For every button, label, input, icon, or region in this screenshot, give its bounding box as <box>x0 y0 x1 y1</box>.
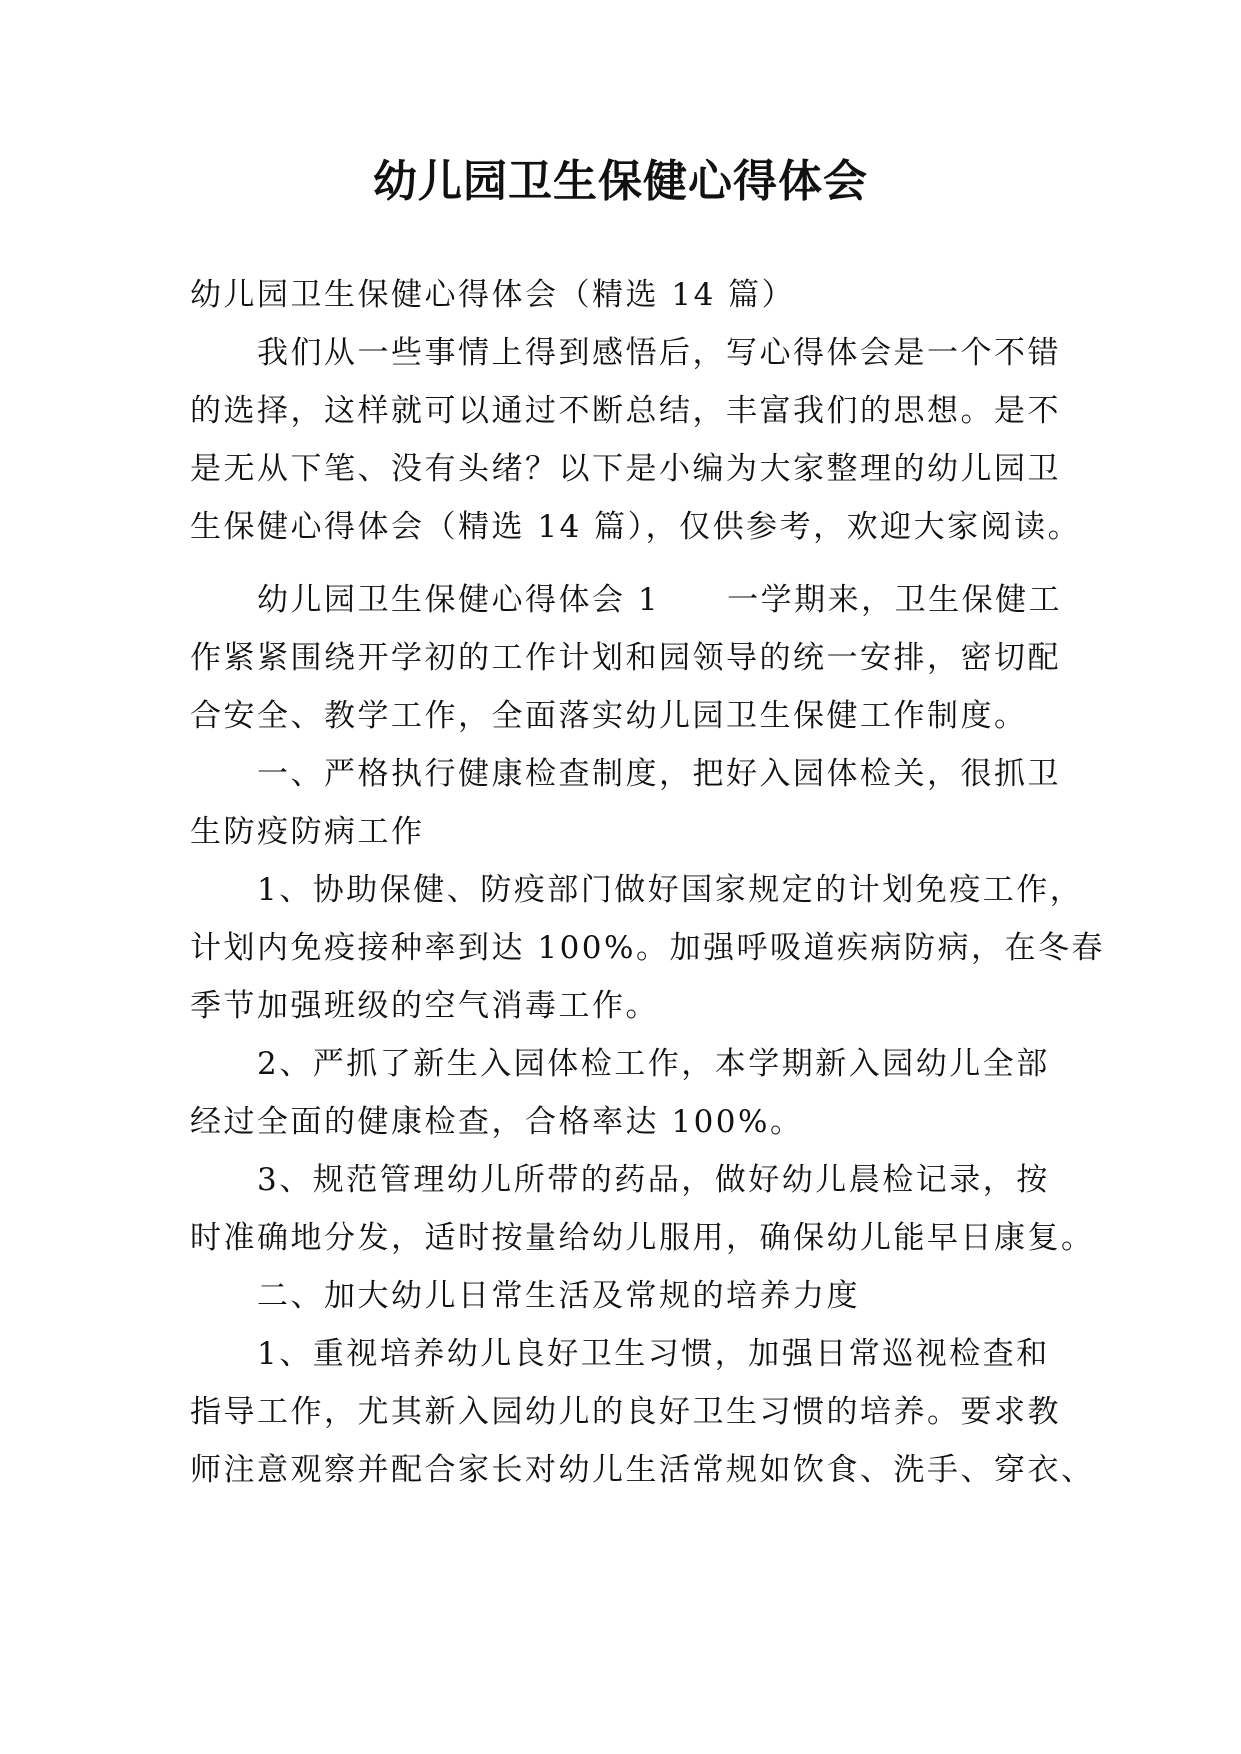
text-line: 二、加大幼儿日常生活及常规的培养力度 <box>257 1278 860 1314</box>
text-line: 一、严格执行健康检查制度，把好入园体检关，很抓卫 <box>257 756 1061 792</box>
text-line: 合安全、教学工作，全面落实幼儿园卫生保健工作制度。 <box>190 698 1028 734</box>
document-body-main <box>190 571 1105 1499</box>
document-title: 幼儿园卫生保健心得体会 <box>373 156 868 207</box>
text-line: 的选择，这样就可以通过不断总结，丰富我们的思想。是不 <box>190 393 1061 429</box>
text-line: 幼儿园卫生保健心得体会 1 一学期来，卫生保健工 <box>257 582 1063 618</box>
text-line: 时准确地分发，适时按量给幼儿服用，确保幼儿能早日康复。 <box>190 1220 1095 1256</box>
text-line: 生防疫防病工作 <box>190 814 425 850</box>
text-line: 季节加强班级的空气消毒工作。 <box>190 988 659 1024</box>
text-line: 师注意观察并配合家长对幼儿生活常规如饮食、洗手、穿衣、 <box>190 1452 1095 1488</box>
text-line: 经过全面的健康检查，合格率达 100%。 <box>190 1104 804 1140</box>
text-line: 我们从一些事情上得到感悟后，写心得体会是一个不错 <box>257 335 1061 371</box>
text-line: 1、协助保健、防疫部门做好国家规定的计划免疫工作， <box>257 872 1084 908</box>
text-line: 指导工作，尤其新入园幼儿的良好卫生习惯的培养。要求教 <box>190 1394 1061 1430</box>
text-line: 2、严抓了新生入园体检工作，本学期新入园幼儿全部 <box>257 1046 1050 1082</box>
document-body-intro <box>190 266 1082 556</box>
text-line: 3、规范管理幼儿所带的药品，做好幼儿晨检记录，按 <box>257 1162 1050 1198</box>
text-line: 1、重视培养幼儿良好卫生习惯，加强日常巡视检查和 <box>257 1336 1050 1372</box>
text-line: 作紧紧围绕开学初的工作计划和园领导的统一安排，密切配 <box>190 640 1061 676</box>
text-line: 是无从下笔、没有头绪？以下是小编为大家整理的幼儿园卫 <box>190 451 1061 487</box>
text-line: 计划内免疫接种率到达 100%。加强呼吸道疾病防病，在冬春 <box>190 930 1105 966</box>
text-line: 幼儿园卫生保健心得体会（精选 14 篇） <box>190 277 796 313</box>
text-line: 生保健心得体会（精选 14 篇），仅供参考，欢迎大家阅读。 <box>190 509 1082 545</box>
